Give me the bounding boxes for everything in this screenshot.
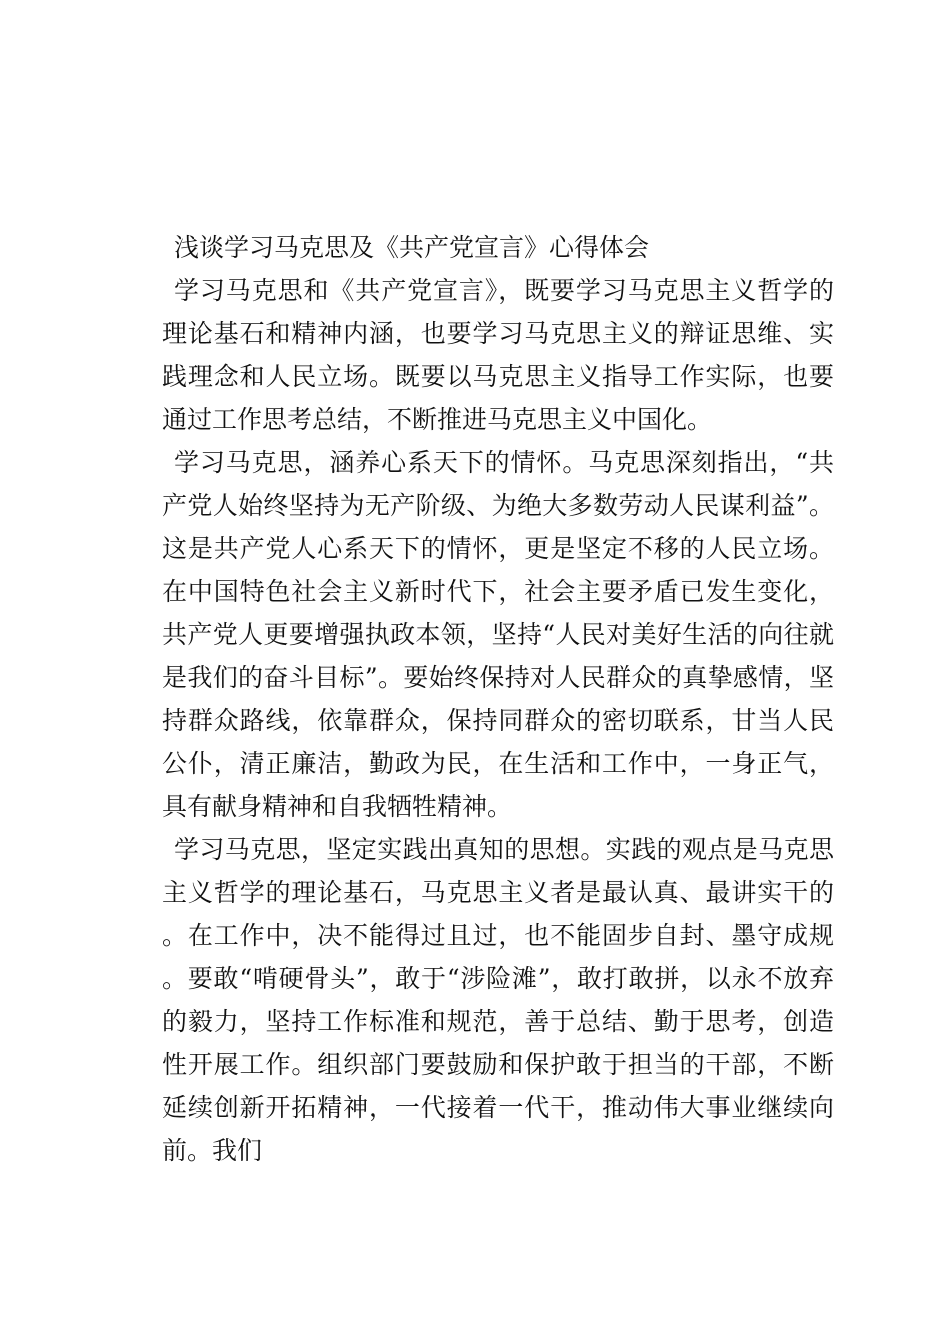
paragraph-3: 学习马克思，坚定实践出真知的思想。实践的观点是马克思主义哲学的理论基石，马克思主义者是最认真、最讲实干的。在工作中，决不能得过且过，也不能固步自封、墨守成规。要敢“啃硬骨头”，敢于“涉险滩”，敢打敢拼，以永不放弃的毅力，坚持工作标准和规范，善于总结、勤于思考，创造性开展工作。组织部门要鼓励和保护敢于担当的干部，不断延续创新开拓精神，一代接着一代干，推动伟大事业继续向前。我们: [162, 835, 834, 1165]
paragraph-1: 学习马克思和《共产党宣言》，既要学习马克思主义哲学的理论基石和精神内涵，也要学习马克思主义的辩证思维、实践理念和人民立场。既要以马克思主义指导工作实际，也要通过工作思考总结，不断推进马克思主义中国化。: [162, 276, 834, 434]
paragraph-2: 学习马克思，涵养心系天下的情怀。马克思深刻指出，“共产党人始终坚持为无产阶级、为绝大多数劳动人民谋利益”。这是共产党人心系天下的情怀，更是坚定不移的人民立场。在中国特色社会主义新时代下，社会主要矛盾已发生变化，共产党人更要增强执政本领，坚持“人民对美好生活的向往就是我们的奋斗目标”。要始终保持对人民群众的真挚感情，坚持群众路线，依靠群众，保持同群众的密切联系，甘当人民公仆，清正廉洁，勤政为民，在生活和工作中，一身正气，具有献身精神和自我牺牲精神。: [162, 448, 834, 821]
document-title: 浅谈学习马克思及《共产党宣言》心得体会: [174, 233, 650, 262]
document-body: [162, 226, 834, 1172]
